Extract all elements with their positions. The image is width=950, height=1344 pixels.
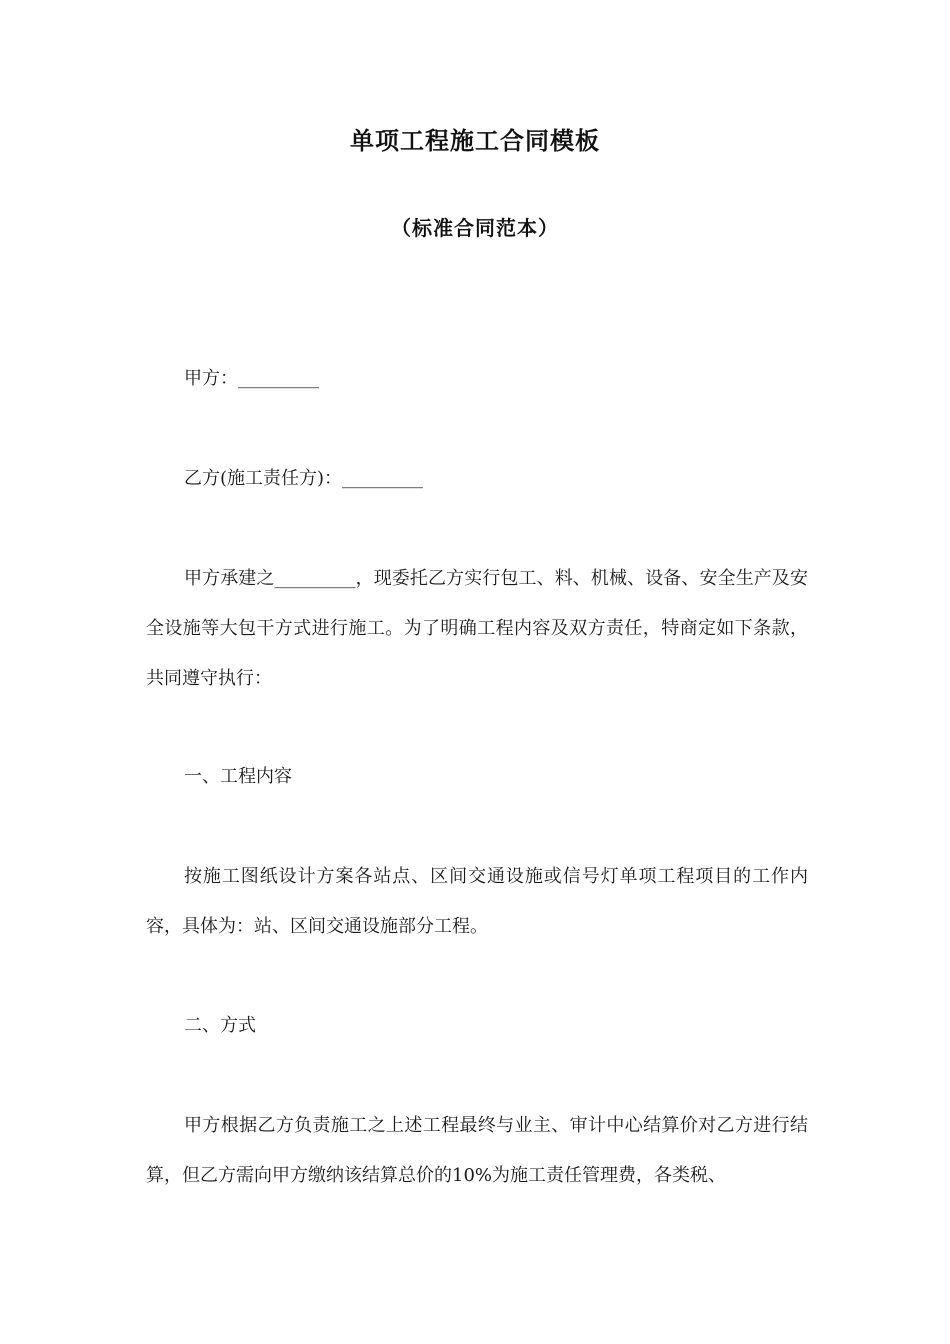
section-2-body: 甲方根据乙方负责施工之上述工程最终与业主、审计中心结算价对乙方进行结算，但乙方需向甲方缴纳该结算总价的10%为施工责任管理费，各类税、 bbox=[146, 1115, 808, 1186]
section-1-heading: 一、工程内容 bbox=[184, 766, 292, 787]
party-a-line: 甲方：_________ bbox=[184, 368, 319, 389]
document-subtitle: （标准合同范本） bbox=[391, 216, 559, 240]
party-b-line: 乙方(施工责任方)：_________ bbox=[184, 468, 424, 489]
section-2-heading: 二、方式 bbox=[184, 1015, 256, 1036]
document-title: 单项工程施工合同模板 bbox=[350, 127, 600, 155]
intro-paragraph: 甲方承建之_________，现委托乙方实行包工、料、机械、设备、安全生产及安全设施等大包干方式进行施工。为了明确工程内容及双方责任，特商定如下条款，共同遵守执行： bbox=[146, 568, 808, 689]
section-1-body: 按施工图纸设计方案各站点、区间交通设施或信号灯单项工程项目的工作内容，具体为：站、区间交通设施部分工程。 bbox=[146, 866, 808, 937]
